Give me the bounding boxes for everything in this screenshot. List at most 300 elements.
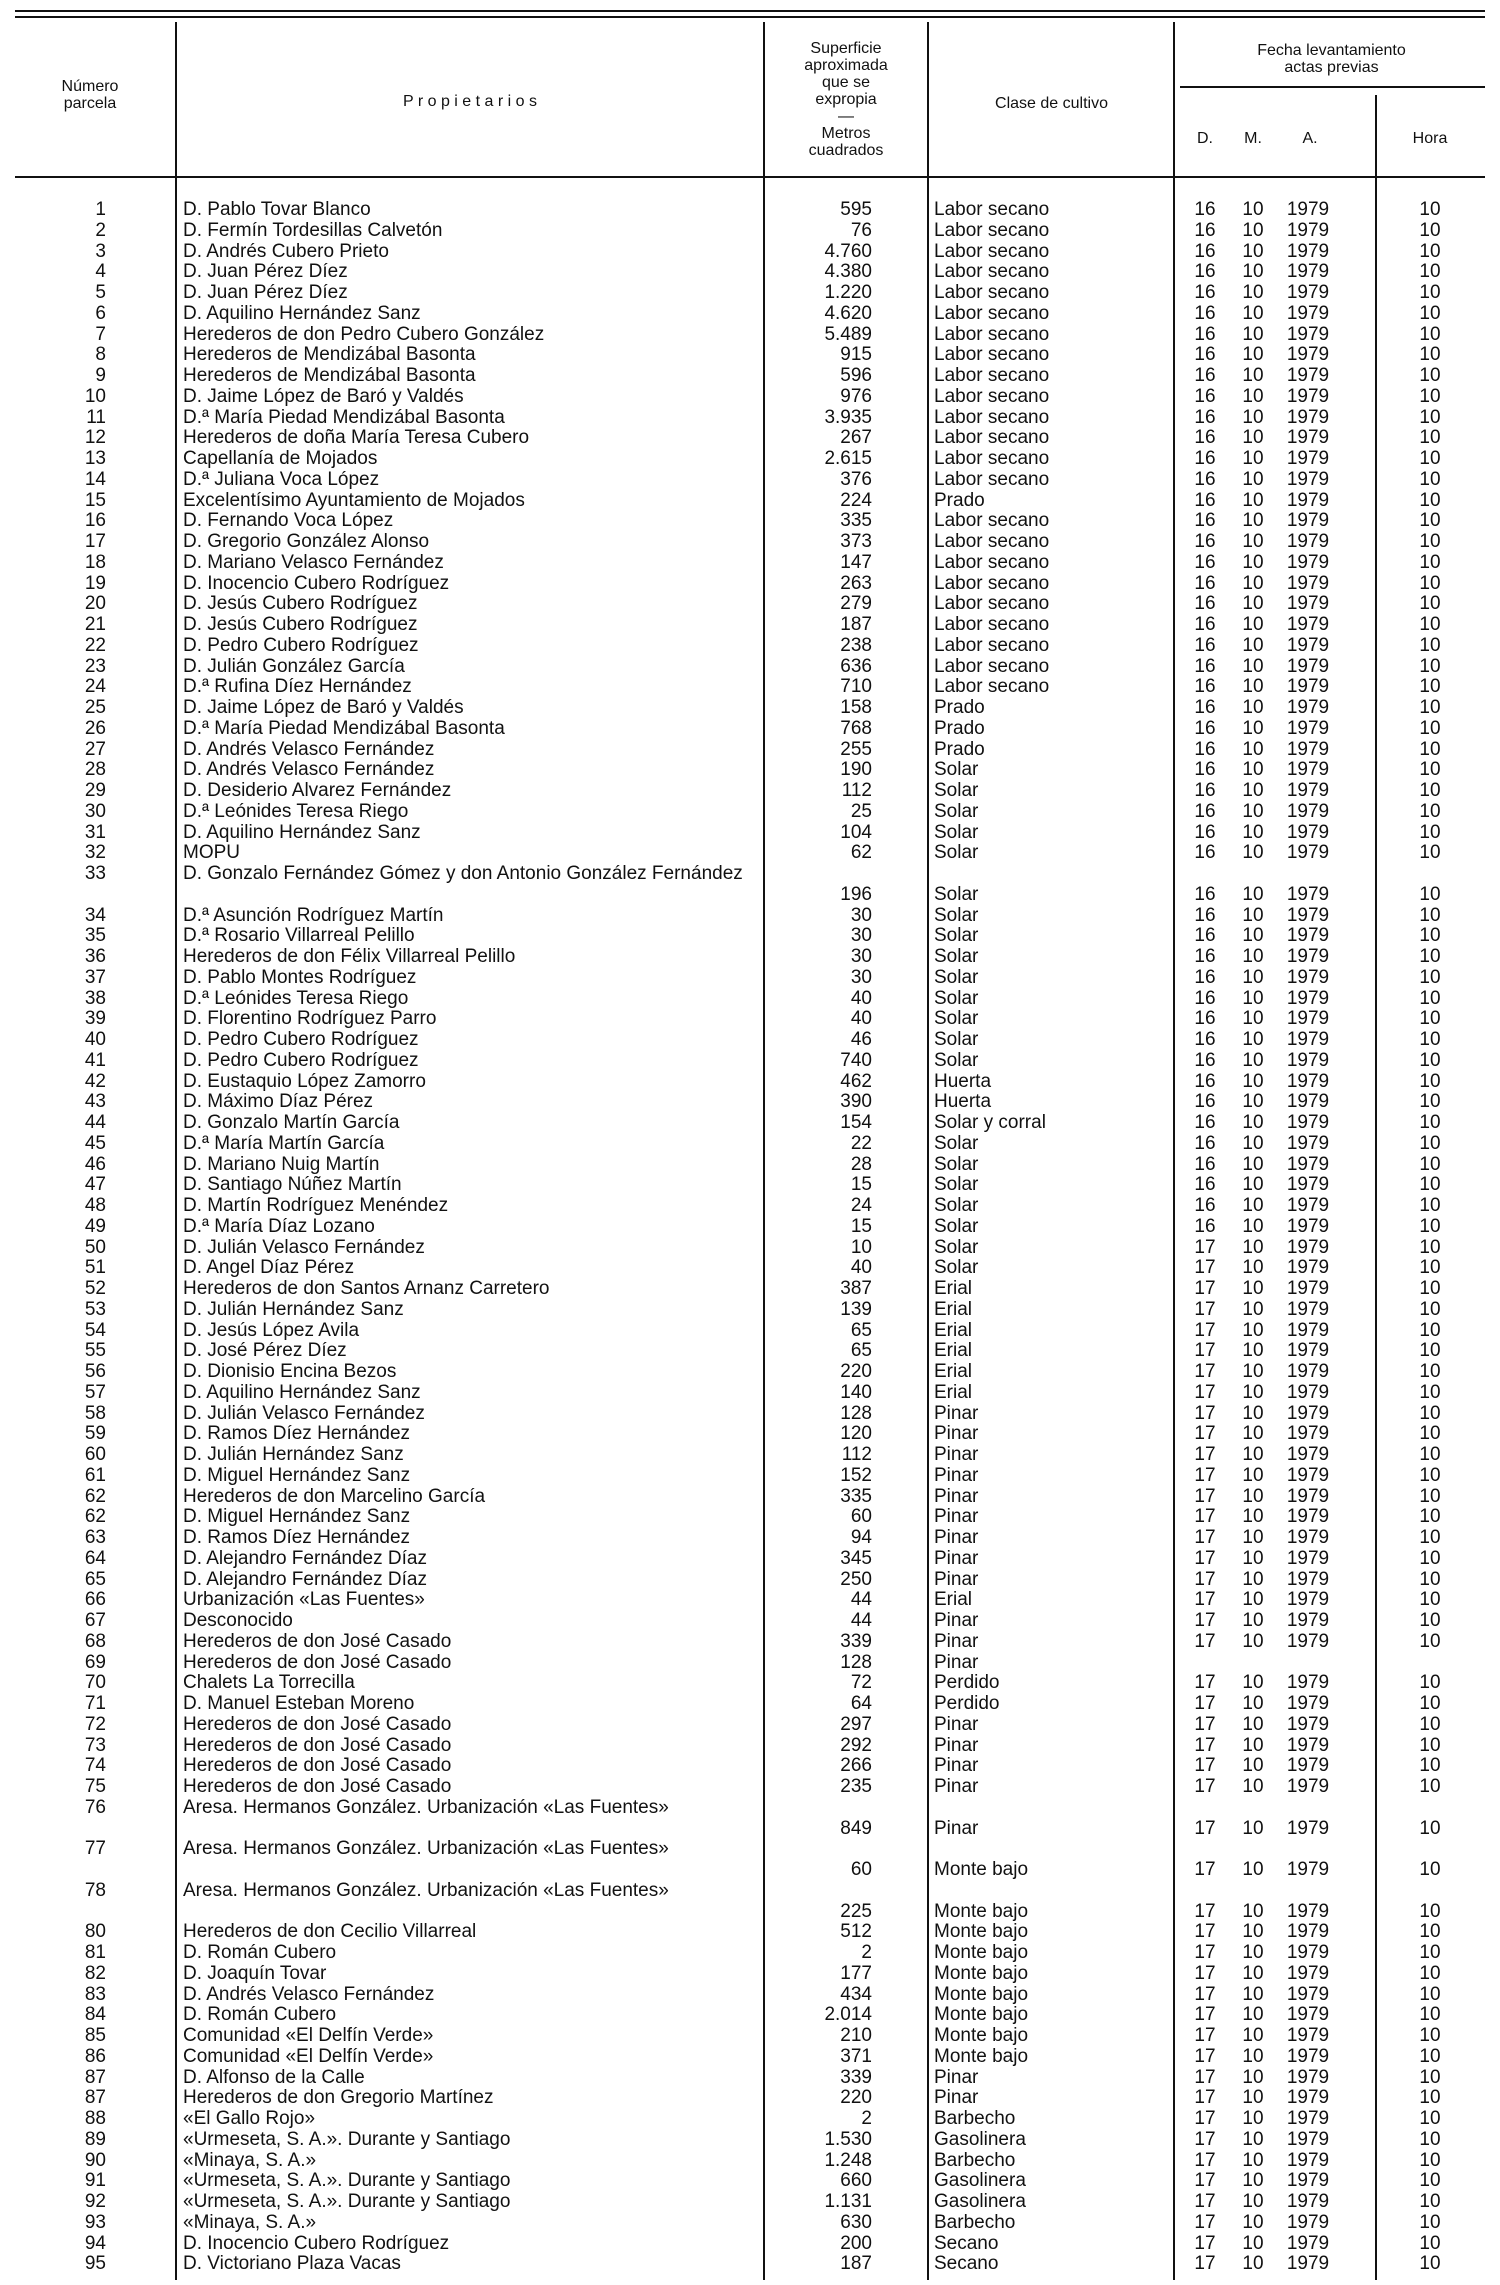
cell-year: 1979 (1286, 1506, 1330, 1528)
cell-surface: 44 (850, 1610, 872, 1631)
cell-hour: 10 (1419, 323, 1441, 345)
cell-hour: 10 (1419, 1734, 1441, 1756)
cell-crop-type: Pinar (934, 1465, 979, 1486)
cell-parcel-number: 9 (95, 365, 106, 386)
cell-year: 1979 (1286, 1755, 1330, 1777)
cell-crop-type: Labor secano (934, 656, 1050, 677)
cell-surface: 339 (840, 2066, 872, 2088)
cell-hour: 10 (1419, 1402, 1441, 1424)
cell-year: 1979 (1286, 1298, 1330, 1320)
cell-surface: 154 (840, 1112, 872, 1133)
table-row (0, 262, 1500, 283)
cell-year: 1979 (1286, 1008, 1330, 1030)
header-text: — (838, 108, 854, 125)
cell-surface: 1.248 (824, 2149, 872, 2171)
cell-crop-type: Gasolinera (934, 2192, 1026, 2212)
cell-month: 10 (1242, 1444, 1264, 1465)
cell-surface: 62 (850, 842, 872, 864)
cell-parcel-number: 60 (84, 1444, 106, 1465)
cell-month: 10 (1242, 800, 1264, 822)
cell-day: 16 (1194, 738, 1216, 760)
table-row (0, 947, 1500, 968)
cell-month: 10 (1242, 1672, 1264, 1694)
cell-parcel-number: 20 (84, 593, 106, 615)
cell-crop-type: Solar (934, 1258, 979, 1279)
cell-year: 1979 (1286, 987, 1330, 1009)
cell-crop-type: Pinar (934, 1777, 979, 1797)
cell-parcel-number: 50 (84, 1236, 106, 1258)
table-row (0, 2192, 1500, 2213)
cell-surface: 2.615 (824, 448, 872, 469)
cell-crop-type: Prado (934, 739, 985, 760)
cell-month: 10 (1242, 1174, 1264, 1196)
table-row (0, 2088, 1500, 2109)
cell-day: 17 (1194, 1527, 1216, 1548)
cell-year: 1979 (1286, 1361, 1330, 1382)
table-row (0, 615, 1500, 636)
cell-surface: 224 (840, 489, 872, 511)
cell-surface: 462 (840, 1070, 872, 1092)
cell-parcel-number: 89 (84, 2128, 106, 2150)
cell-parcel-number: 11 (86, 406, 106, 428)
cell-day: 17 (1194, 1319, 1216, 1341)
cell-day: 16 (1194, 551, 1216, 573)
cell-day: 17 (1194, 2149, 1216, 2171)
cell-month: 10 (1242, 842, 1264, 864)
cell-surface: 60 (850, 1506, 872, 1528)
cell-day: 17 (1194, 1340, 1216, 1362)
cell-day: 16 (1194, 219, 1216, 241)
cell-surface: 187 (840, 2253, 872, 2275)
cell-parcel-number: 2 (95, 219, 106, 241)
cell-day: 17 (1194, 1983, 1216, 2005)
cell-day: 16 (1194, 655, 1216, 677)
cell-crop-type: Labor secano (934, 449, 1050, 469)
cell-parcel-number: 7 (95, 323, 106, 345)
cell-parcel-number: 16 (84, 510, 106, 532)
cell-month: 10 (1242, 1070, 1264, 1092)
cell-surface: 120 (840, 1423, 872, 1445)
cell-parcel-number: 13 (84, 448, 106, 469)
cell-year: 1979 (1286, 800, 1330, 822)
cell-surface: 339 (840, 1630, 872, 1652)
cell-owner: Herederos de don José Casado (183, 1652, 452, 1673)
cell-year: 1979 (1286, 1464, 1330, 1486)
cell-year: 1979 (1286, 946, 1330, 967)
table-row (0, 1507, 1500, 1528)
cell-surface: 15 (850, 1215, 872, 1237)
cell-crop-type: Huerta (934, 1071, 992, 1092)
cell-month: 10 (1242, 1589, 1264, 1611)
cell-day: 17 (1194, 1900, 1216, 1922)
cell-hour: 10 (1419, 1381, 1441, 1403)
table-row (0, 636, 1500, 657)
cell-crop-type: Labor secano (934, 303, 1050, 324)
table-row (0, 2005, 1500, 2026)
cell-owner: Urbanización «Las Fuentes» (183, 1590, 425, 1611)
cell-month: 10 (1242, 655, 1264, 677)
cell-surface: 4.620 (824, 302, 872, 324)
cell-day: 16 (1194, 489, 1216, 511)
cell-month: 10 (1242, 199, 1264, 220)
cell-hour: 10 (1419, 1568, 1441, 1590)
table-row (0, 2171, 1500, 2192)
cell-month: 10 (1242, 1319, 1264, 1341)
cell-surface: 4.380 (824, 261, 872, 283)
cell-year: 1979 (1286, 1091, 1330, 1113)
cell-surface: 94 (850, 1527, 872, 1548)
cell-month: 10 (1242, 1361, 1264, 1382)
cell-day: 17 (1194, 2066, 1216, 2088)
table-row (0, 532, 1500, 553)
cell-crop-type: Solar (934, 1030, 979, 1050)
cell-day: 16 (1194, 987, 1216, 1009)
cell-surface: 40 (850, 1257, 872, 1279)
cell-hour: 10 (1419, 1008, 1441, 1030)
cell-hour: 10 (1419, 344, 1441, 366)
cell-year: 1979 (1286, 510, 1330, 532)
cell-month: 10 (1242, 1402, 1264, 1424)
cell-month: 10 (1242, 614, 1264, 635)
cell-day: 17 (1194, 2025, 1216, 2046)
cell-hour: 10 (1419, 1506, 1441, 1528)
cell-surface: 76 (850, 219, 872, 241)
cell-hour: 10 (1419, 219, 1441, 241)
cell-day: 16 (1194, 323, 1216, 345)
cell-day: 16 (1194, 904, 1216, 926)
cell-year: 1979 (1286, 1734, 1330, 1756)
cell-hour: 10 (1419, 966, 1441, 988)
cell-day: 16 (1194, 780, 1216, 801)
header-text: cuadrados (808, 142, 884, 159)
cell-month: 10 (1242, 2087, 1264, 2109)
cell-year: 1979 (1286, 323, 1330, 345)
cell-day: 17 (1194, 1776, 1216, 1797)
cell-hour: 10 (1419, 199, 1441, 220)
header-text: actas previas (1284, 59, 1379, 76)
cell-parcel-number: 92 (84, 2191, 106, 2212)
cell-owner: Capellanía de Mojados (183, 449, 378, 469)
cell-day: 17 (1194, 1859, 1216, 1880)
cell-hour: 10 (1419, 1091, 1441, 1113)
cell-day: 16 (1194, 1112, 1216, 1133)
cell-year: 1979 (1286, 1693, 1330, 1714)
table-row (0, 366, 1500, 387)
cell-owner: D. Jaime López de Baró y Valdés (183, 698, 464, 718)
cell-parcel-number: 35 (84, 925, 106, 947)
cell-crop-type: Erial (934, 1279, 973, 1299)
cell-hour: 10 (1419, 987, 1441, 1009)
cell-surface: 196 (840, 883, 872, 905)
cell-owner: D.ª María Martín García (183, 1133, 385, 1154)
cell-hour: 10 (1419, 904, 1441, 926)
cell-surface: 140 (840, 1381, 872, 1403)
cell-month: 10 (1242, 261, 1264, 283)
cell-day: 17 (1194, 1672, 1216, 1694)
cell-hour: 10 (1419, 1693, 1441, 1714)
cell-crop-type: Monte bajo (934, 1984, 1029, 2005)
cell-month: 10 (1242, 1008, 1264, 1030)
cell-year: 1979 (1286, 2211, 1330, 2233)
cell-crop-type: Barbecho (934, 2150, 1016, 2171)
cell-surface: 64 (850, 1693, 872, 1714)
cell-surface: 1.530 (824, 2128, 872, 2150)
cell-surface: 5.489 (824, 323, 872, 345)
cell-owner: «Minaya, S. A.» (183, 2212, 317, 2233)
header-bottom-rule (15, 176, 1485, 178)
cell-surface: 190 (840, 759, 872, 781)
cell-owner: D. Dionisio Encina Bezos (183, 1362, 397, 1382)
cell-owner: D. Juan Pérez Díez (183, 262, 348, 283)
cell-owner: D.ª Leónides Teresa Riego (183, 801, 409, 822)
table-row (0, 1881, 1500, 1923)
cell-day: 16 (1194, 634, 1216, 656)
cell-day: 17 (1194, 2087, 1216, 2109)
cell-owner: Comunidad «El Delfín Verde» (183, 2026, 434, 2046)
cell-year: 1979 (1286, 1381, 1330, 1403)
cell-hour: 10 (1419, 946, 1441, 967)
cell-month: 10 (1242, 987, 1264, 1009)
header-text: que se (821, 74, 871, 91)
cell-hour: 10 (1419, 427, 1441, 449)
table-row (0, 1694, 1500, 1715)
cell-surface: 25 (850, 800, 872, 822)
cell-owner: Aresa. Hermanos González. Urbanización «Las Fuentes» (183, 1880, 669, 1901)
cell-crop-type: Solar (934, 1175, 979, 1196)
cell-surface: 65 (850, 1319, 872, 1341)
cell-hour: 10 (1419, 1859, 1441, 1880)
cell-hour: 10 (1419, 2211, 1441, 2233)
cell-crop-type: Pinar (934, 1507, 979, 1528)
cell-parcel-number: 66 (84, 1589, 106, 1611)
cell-crop-type: Pinar (934, 1569, 979, 1590)
cell-month: 10 (1242, 551, 1264, 573)
table-row (0, 574, 1500, 595)
cell-month: 10 (1242, 2232, 1264, 2254)
cell-surface: 335 (840, 1485, 872, 1507)
cell-year: 1979 (1286, 1423, 1330, 1445)
cell-crop-type: Solar (934, 947, 979, 967)
cell-parcel-number: 46 (84, 1153, 106, 1175)
cell-year: 1979 (1286, 634, 1330, 656)
cell-crop-type: Labor secano (934, 677, 1050, 698)
cell-year: 1979 (1286, 2004, 1330, 2026)
cell-month: 10 (1242, 282, 1264, 303)
cell-hour: 10 (1419, 925, 1441, 947)
cell-hour: 10 (1419, 1547, 1441, 1569)
cell-month: 10 (1242, 385, 1264, 407)
cell-parcel-number: 18 (84, 551, 106, 573)
cell-hour: 10 (1419, 1464, 1441, 1486)
cell-surface: 152 (840, 1464, 872, 1486)
cell-day: 17 (1194, 1257, 1216, 1279)
table-row (0, 2254, 1500, 2275)
cell-parcel-number: 38 (84, 987, 106, 1009)
cell-year: 1979 (1286, 697, 1330, 718)
cell-parcel-number: 58 (84, 1402, 106, 1424)
cell-year: 1979 (1286, 676, 1330, 698)
cell-hour: 10 (1419, 759, 1441, 781)
cell-year: 1979 (1286, 1568, 1330, 1590)
cell-owner: D. Andrés Velasco Fernández (183, 1984, 435, 2005)
cell-hour: 10 (1419, 1257, 1441, 1279)
cell-hour: 10 (1419, 2170, 1441, 2192)
cell-surface: 371 (840, 2045, 872, 2067)
table-row (0, 1175, 1500, 1196)
cell-day: 16 (1194, 1091, 1216, 1113)
cell-surface: 636 (840, 655, 872, 677)
table-row (0, 906, 1500, 927)
cell-owner: D. Jesús López Avila (183, 1320, 360, 1341)
cell-crop-type: Perdido (934, 1673, 1000, 1694)
cell-day: 16 (1194, 1132, 1216, 1154)
cell-month: 10 (1242, 883, 1264, 905)
cell-parcel-number: 10 (84, 385, 106, 407)
cell-month: 10 (1242, 738, 1264, 760)
table-row (0, 1238, 1500, 1259)
cell-crop-type: Solar (934, 822, 979, 843)
cell-hour: 10 (1419, 800, 1441, 822)
cell-hour: 10 (1419, 1340, 1441, 1362)
table-row (0, 1341, 1500, 1362)
cell-owner: D. Jesús Cubero Rodríguez (183, 615, 418, 635)
cell-owner: D. Julián González García (183, 656, 405, 677)
cell-owner: MOPU (183, 843, 240, 864)
cell-parcel-number: 3 (95, 240, 106, 262)
table-row (0, 1051, 1500, 1072)
cell-year: 1979 (1286, 1672, 1330, 1694)
cell-day: 16 (1194, 946, 1216, 967)
header-month: M. (1244, 130, 1262, 147)
cell-day: 17 (1194, 2004, 1216, 2026)
cell-year: 1979 (1286, 614, 1330, 635)
cell-day: 17 (1194, 1962, 1216, 1984)
cell-owner: «El Gallo Rojo» (183, 2109, 316, 2129)
cell-month: 10 (1242, 593, 1264, 615)
cell-surface: 147 (840, 551, 872, 573)
cell-day: 17 (1194, 2045, 1216, 2067)
cell-parcel-number: 4 (95, 261, 106, 283)
cell-day: 17 (1194, 1610, 1216, 1631)
cell-crop-type: Labor secano (934, 366, 1050, 386)
cell-year: 1979 (1286, 1921, 1330, 1943)
cell-year: 1979 (1286, 1713, 1330, 1735)
cell-day: 17 (1194, 2211, 1216, 2233)
cell-month: 10 (1242, 1423, 1264, 1445)
cell-year: 1979 (1286, 1278, 1330, 1299)
cell-owner: Herederos de don José Casado (183, 1756, 452, 1777)
table-row (0, 1736, 1500, 1757)
cell-year: 1979 (1286, 1029, 1330, 1050)
cell-owner: D. Jaime López de Baró y Valdés (183, 386, 464, 407)
cell-month: 10 (1242, 323, 1264, 345)
cell-owner: D. Gonzalo Fernández Gómez y don Antonio González Fernández (183, 864, 743, 884)
table-row (0, 1258, 1500, 1279)
cell-owner: D. Joaquín Tovar (183, 1963, 327, 1984)
header-hour: Hora (1412, 130, 1448, 147)
cell-hour: 10 (1419, 1527, 1441, 1548)
cell-month: 10 (1242, 1693, 1264, 1714)
cell-year: 1979 (1286, 2253, 1330, 2275)
cell-year: 1979 (1286, 468, 1330, 490)
table-row (0, 823, 1500, 844)
cell-surface: 210 (840, 2025, 872, 2046)
cell-crop-type: Solar (934, 1237, 979, 1258)
cell-hour: 10 (1419, 468, 1441, 490)
cell-hour: 10 (1419, 614, 1441, 635)
cell-surface: 30 (850, 946, 872, 967)
cell-surface: 710 (840, 676, 872, 698)
cell-parcel-number: 49 (84, 1215, 106, 1237)
cell-surface: 630 (840, 2211, 872, 2233)
cell-year: 1979 (1286, 966, 1330, 988)
cell-month: 10 (1242, 1734, 1264, 1756)
cell-owner: D. Ramos Díez Hernández (183, 1528, 411, 1548)
cell-surface: 235 (840, 1776, 872, 1797)
cell-surface: 596 (840, 365, 872, 386)
cell-year: 1979 (1286, 655, 1330, 677)
cell-month: 10 (1242, 489, 1264, 511)
cell-parcel-number: 87 (84, 2066, 106, 2088)
cell-owner: D. Manuel Esteban Moreno (183, 1694, 415, 1714)
table-row (0, 864, 1500, 906)
cell-day: 17 (1194, 1381, 1216, 1403)
cell-surface: 2 (861, 2108, 872, 2129)
table-row (0, 1134, 1500, 1155)
cell-crop-type: Solar (934, 1216, 979, 1237)
cell-month: 10 (1242, 2253, 1264, 2275)
cell-year: 1979 (1286, 1630, 1330, 1652)
cell-crop-type: Monte bajo (934, 1963, 1029, 1984)
table-row (0, 304, 1500, 325)
cell-month: 10 (1242, 344, 1264, 366)
table-row (0, 1009, 1500, 1030)
cell-parcel-number: 6 (95, 302, 106, 324)
cell-year: 1979 (1286, 2025, 1330, 2046)
cell-parcel-number: 39 (84, 1008, 106, 1030)
top-rule-inner (15, 16, 1485, 18)
cell-year: 1979 (1286, 925, 1330, 947)
cell-surface: 46 (850, 1029, 872, 1050)
cell-hour: 10 (1419, 717, 1441, 739)
cell-month: 10 (1242, 946, 1264, 967)
cell-owner: D.ª Rufina Díez Hernández (183, 677, 412, 698)
cell-parcel-number: 28 (84, 759, 106, 781)
cell-hour: 10 (1419, 593, 1441, 615)
table-row (0, 200, 1500, 221)
cell-surface: 2 (861, 1942, 872, 1963)
cell-owner: «Minaya, S. A.» (183, 2150, 317, 2171)
cell-year: 1979 (1286, 302, 1330, 324)
cell-month: 10 (1242, 468, 1264, 490)
cell-hour: 10 (1419, 1215, 1441, 1237)
cell-owner: Herederos de don Cecilio Villarreal (183, 1922, 477, 1943)
cell-parcel-number: 44 (84, 1112, 106, 1133)
cell-crop-type: Solar (934, 926, 979, 947)
header-day: D. (1197, 130, 1213, 147)
cell-year: 1979 (1286, 2045, 1330, 2067)
cell-year: 1979 (1286, 531, 1330, 552)
cell-owner: D. Angel Díaz Pérez (183, 1258, 355, 1279)
cell-crop-type: Prado (934, 718, 985, 739)
cell-owner: D.ª María Piedad Mendizábal Basonta (183, 718, 505, 739)
cell-year: 1979 (1286, 593, 1330, 615)
cell-owner: Herederos de don Marcelino García (183, 1486, 486, 1507)
cell-year: 1979 (1286, 2232, 1330, 2254)
cell-parcel-number: 5 (95, 282, 106, 303)
cell-year: 1979 (1286, 1962, 1330, 1984)
cell-crop-type: Pinar (934, 1714, 979, 1735)
